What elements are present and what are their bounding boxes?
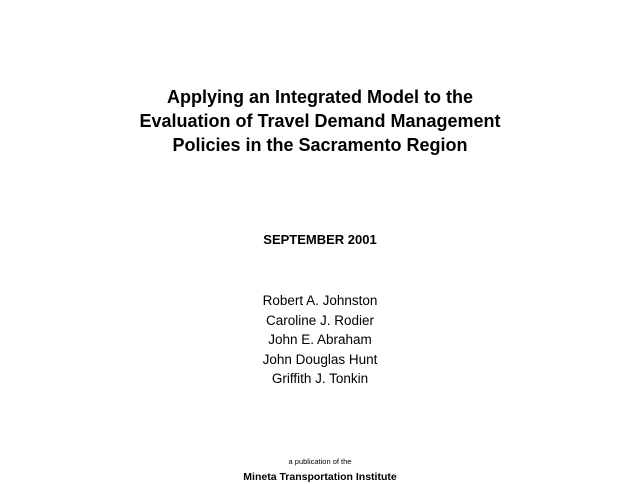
author-list (0, 291, 640, 389)
publication-date: SEPTEMBER 2001 (263, 232, 377, 247)
title-line-2: Evaluation of Travel Demand Management (139, 111, 501, 131)
title-line-1: Applying an Integrated Model to the (167, 87, 473, 107)
document-title (0, 85, 640, 157)
author-name: John Douglas Hunt (262, 351, 378, 367)
author-name: Griffith J. Tonkin (271, 371, 369, 386)
title-line-3: Policies in the Sacramento Region (172, 135, 468, 155)
author-name: Robert A. Johnston (262, 293, 378, 308)
publication-note: a publication of the (288, 457, 352, 466)
author-name: John E. Abraham (268, 332, 372, 347)
author-name: Caroline J. Rodier (265, 312, 375, 328)
publisher-name: Mineta Transportation Institute (243, 471, 397, 483)
